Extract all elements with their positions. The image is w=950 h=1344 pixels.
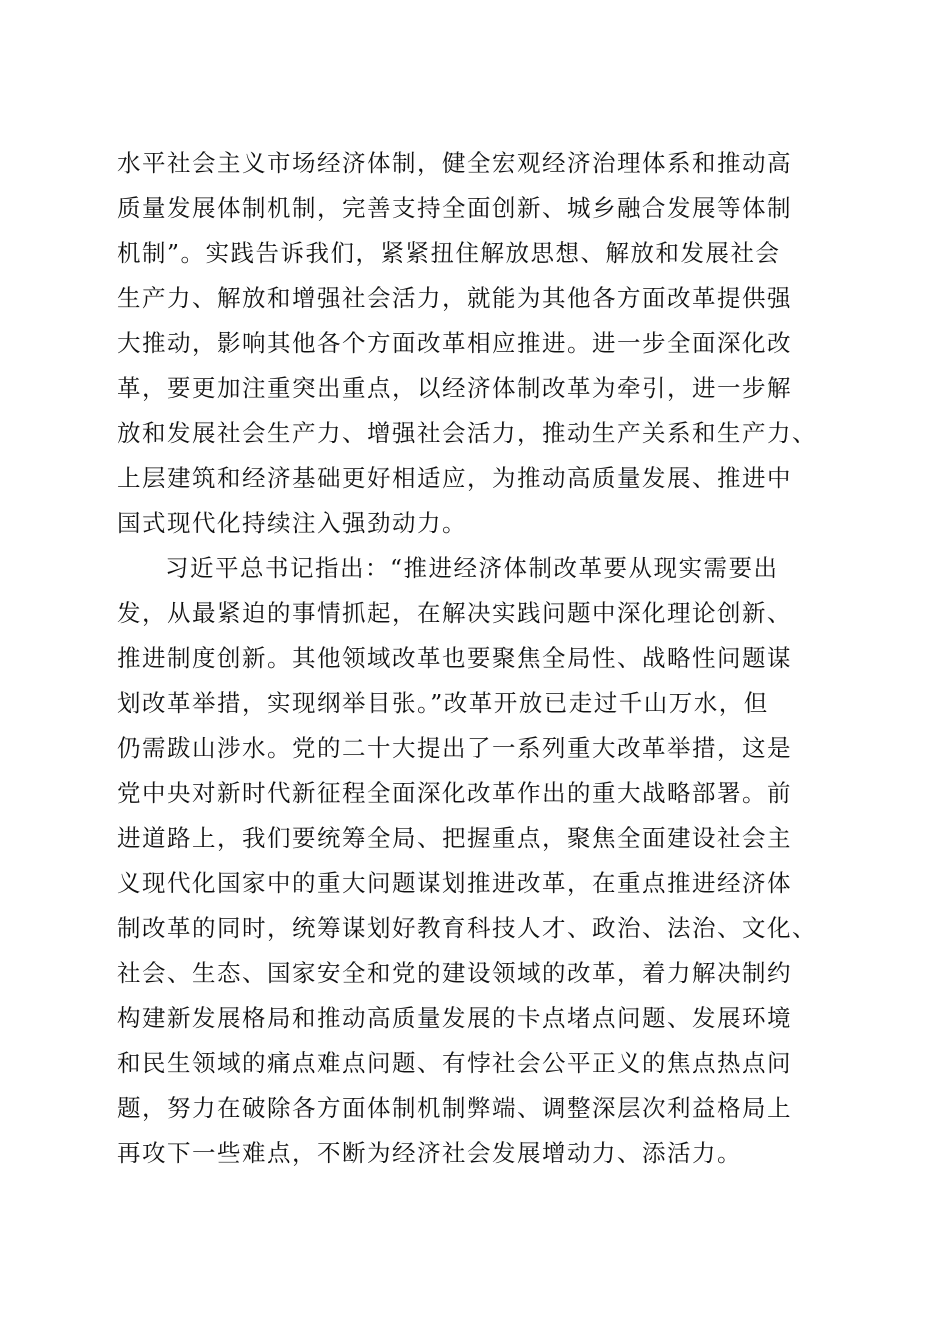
text-line: 社会、生态、国家安全和党的建设领域的改革，着力解决制约 (117, 959, 792, 987)
text-line: 义现代化国家中的重大问题谋划推进改革，在重点推进经济体 (117, 869, 792, 897)
text-line: 进道路上，我们要统筹全局、把握重点，聚焦全面建设社会主 (117, 824, 792, 852)
text-line: 划改革举措，实现纲举目张。”改革开放已走过千山万水，但 (117, 689, 769, 717)
text-line: 党中央对新时代新征程全面深化改革作出的重大战略部署。前 (117, 779, 792, 807)
text-line: 题，努力在破除各方面体制机制弊端、调整深层次利益格局上 (117, 1094, 792, 1122)
text-line: 制改革的同时，统筹谋划好教育科技人才、政治、法治、文化、 (117, 914, 817, 942)
text-line: 推进制度创新。其他领域改革也要聚焦全局性、战略性问题谋 (117, 644, 792, 672)
text-line: 机制”。实践告诉我们，紧紧扭住解放思想、解放和发展社会 (117, 239, 781, 267)
text-line: 国式现代化持续注入强劲动力。 (117, 509, 467, 537)
text-line: 上层建筑和经济基础更好相适应，为推动高质量发展、推进中 (117, 464, 792, 492)
text-line: 再攻下一些难点，不断为经济社会发展增动力、添活力。 (117, 1139, 742, 1167)
text-line: 革，要更加注重突出重点，以经济体制改革为牵引，进一步解 (117, 374, 792, 402)
text-line: 大推动，影响其他各个方面改革相应推进。进一步全面深化改 (117, 329, 792, 357)
text-line: 习近平总书记指出：“推进经济体制改革要从现实需要出 (165, 554, 779, 582)
text-line: 放和发展社会生产力、增强社会活力，推动生产关系和生产力、 (117, 419, 817, 447)
text-line: 生产力、解放和增强社会活力，就能为其他各方面改革提供强 (117, 284, 792, 312)
text-line: 构建新发展格局和推动高质量发展的卡点堵点问题、发展环境 (117, 1004, 792, 1032)
text-line: 仍需跋山涉水。党的二十大提出了一系列重大改革举措，这是 (117, 734, 792, 762)
text-line: 质量发展体制机制，完善支持全面创新、城乡融合发展等体制 (117, 194, 792, 222)
text-line: 和民生领域的痛点难点问题、有悖社会公平正义的焦点热点问 (117, 1049, 792, 1077)
text-line: 发，从最紧迫的事情抓起，在解决实践问题中深化理论创新、 (117, 599, 792, 627)
text-line: 水平社会主义市场经济体制，健全宏观经济治理体系和推动高 (117, 149, 792, 177)
